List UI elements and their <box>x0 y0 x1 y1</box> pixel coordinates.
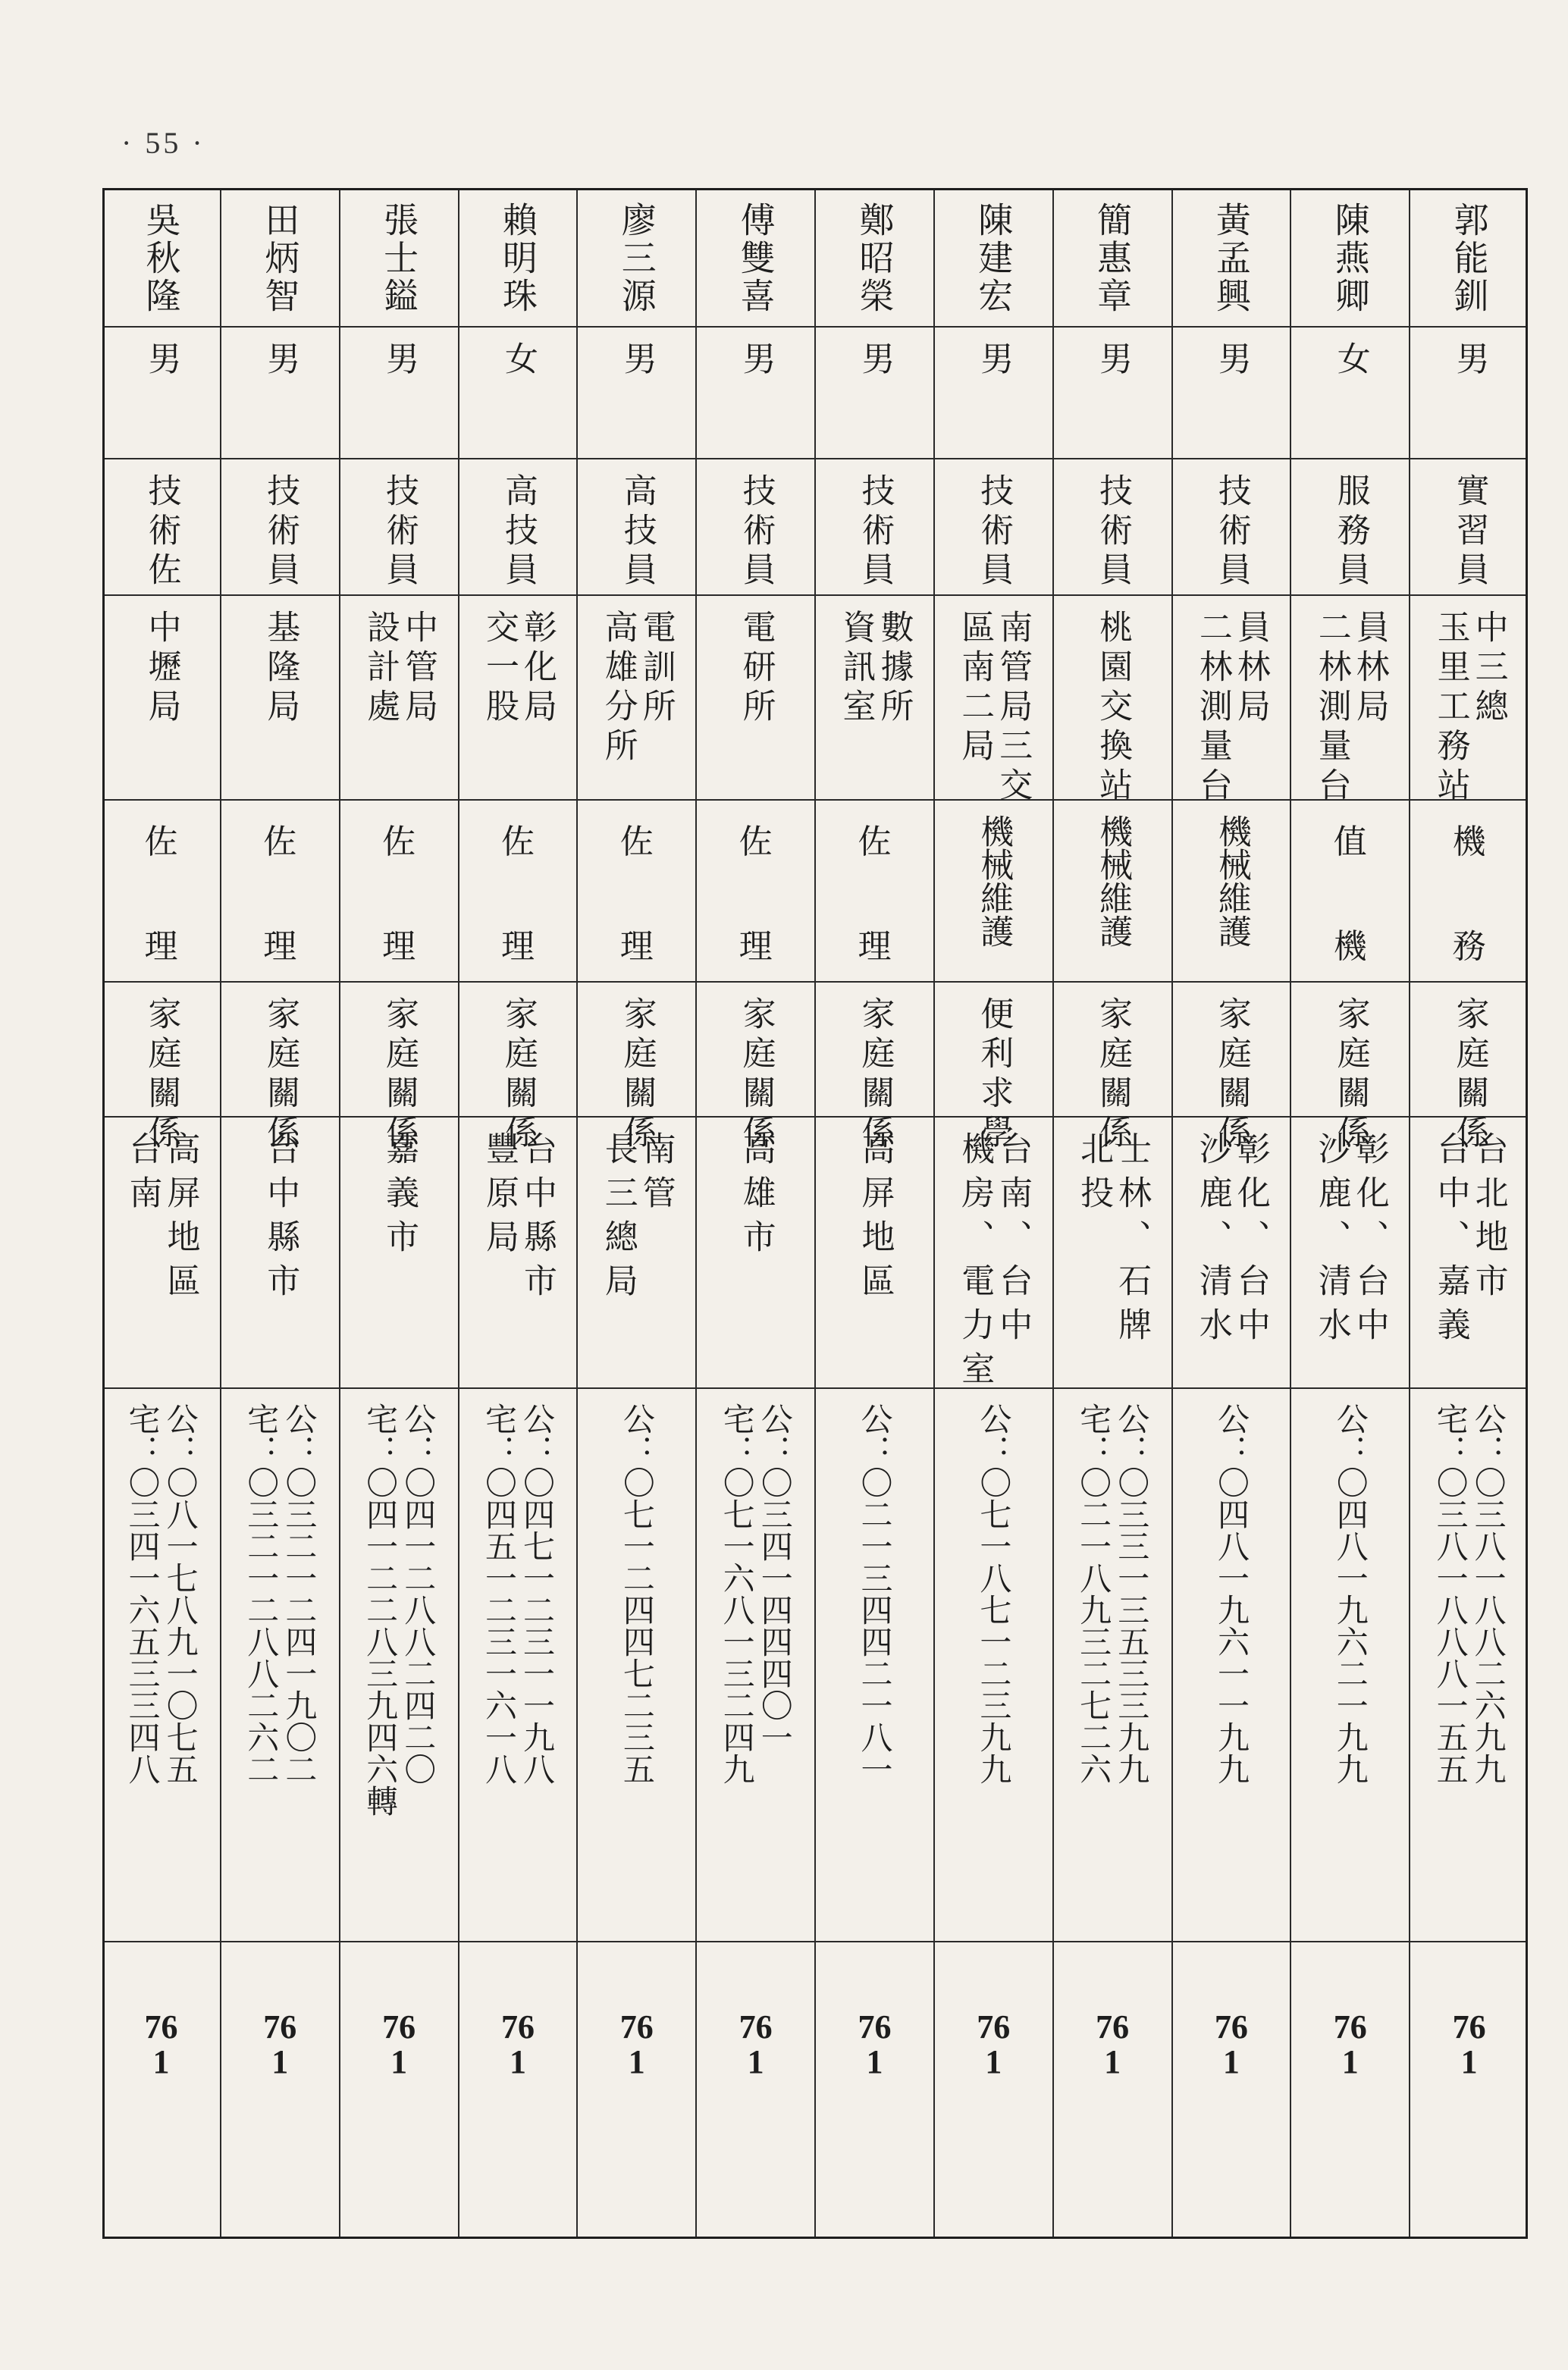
date-cell <box>459 1942 577 2239</box>
duty-text <box>1334 814 1367 967</box>
job-title-cell <box>1291 459 1409 596</box>
desired-location-line: 高屏地區 <box>161 1131 200 1307</box>
duty-cell <box>816 801 933 983</box>
name-cell <box>1410 188 1528 328</box>
duty-cell <box>1291 801 1409 983</box>
desired-location-line: 嘉義市 <box>380 1131 419 1263</box>
table-row <box>458 188 577 2239</box>
sex-cell <box>340 328 458 459</box>
desired-location-cell <box>1054 1118 1171 1389</box>
table-row <box>576 188 695 2239</box>
transfer-reason: 家庭關係 <box>1212 996 1251 1154</box>
unit-line: 員林局 <box>1350 610 1389 728</box>
unit-line: 交一股 <box>479 610 519 728</box>
unit-cell <box>697 596 814 801</box>
sex-cell <box>102 328 220 459</box>
date-value: 1 <box>509 2043 526 2080</box>
duty-char: 機 <box>1452 823 1486 861</box>
sex-cell <box>578 328 695 459</box>
date-value: 76 <box>858 2008 892 2046</box>
phone-number: 公：〇三二一二四一九〇二 <box>281 1403 318 1785</box>
transfer-reason: 家庭關係 <box>855 996 895 1154</box>
unit-line: 設計處 <box>361 610 400 728</box>
date-cell <box>697 1942 814 2239</box>
desired-location-line: 長三總局 <box>598 1131 638 1307</box>
person-name: 郭能釧 <box>1448 202 1490 315</box>
name-cell <box>1054 188 1171 328</box>
date-value: 76 <box>1452 2008 1486 2046</box>
duty-char: 佐 <box>858 823 892 861</box>
reason-cell <box>1173 983 1290 1154</box>
transfer-reason: 便利求學 <box>974 996 1014 1154</box>
unit-line: 高雄分所 <box>598 610 638 767</box>
desired-location-line: 台中縣市 <box>517 1131 557 1307</box>
duty-char: 理 <box>739 927 773 966</box>
unit-line: 區南二局 <box>955 610 995 767</box>
duty-char: 佐 <box>382 823 416 861</box>
duty-char: 理 <box>144 927 178 966</box>
date-cell <box>816 1942 933 2239</box>
sex-cell <box>459 328 577 459</box>
date-value: 76 <box>144 2008 178 2046</box>
phone-cell <box>102 1389 220 1942</box>
table-row <box>814 188 933 2239</box>
sex-value: 男 <box>142 341 181 375</box>
phone-number: 公：〇三三一三五三三九九 <box>1113 1403 1151 1785</box>
duty-char: 理 <box>500 927 535 966</box>
sex-value: 女 <box>1331 341 1370 375</box>
desired-location-cell <box>1291 1118 1409 1389</box>
duty-cell <box>340 801 458 983</box>
date-value: 1 <box>1222 2043 1240 2080</box>
job-title: 高技員 <box>617 473 657 591</box>
duty-cell <box>102 801 220 983</box>
phone-cell <box>1291 1389 1409 1942</box>
job-title: 技術員 <box>261 473 300 591</box>
reason-cell <box>697 983 814 1154</box>
date-value: 1 <box>866 2043 883 2080</box>
table-row <box>1052 188 1171 2239</box>
unit-cell <box>1173 596 1290 807</box>
desired-location-line: 高屏地區 <box>855 1131 895 1307</box>
duty-char: 機 <box>1333 927 1367 966</box>
unit-line: 二林測量台 <box>1312 610 1351 807</box>
phone-cell <box>697 1389 814 1942</box>
job-title: 技術員 <box>1212 473 1251 591</box>
job-title: 技術員 <box>1093 473 1133 591</box>
date-value: 76 <box>500 2008 535 2046</box>
reason-cell <box>578 983 695 1154</box>
unit-cell <box>1291 596 1409 807</box>
job-title: 服務員 <box>1331 473 1370 591</box>
name-cell <box>578 188 695 328</box>
desired-location-cell <box>697 1118 814 1389</box>
person-name: 陳燕卿 <box>1329 202 1371 315</box>
unit-line: 中壢局 <box>142 610 181 728</box>
desired-location-line: 彰化、台中 <box>1350 1131 1389 1351</box>
job-title: 技術員 <box>736 473 776 591</box>
desired-location-line: 台中、嘉義 <box>1431 1131 1470 1351</box>
desired-location-line: 台中縣市 <box>261 1131 300 1307</box>
reason-cell <box>1291 983 1409 1154</box>
duty-char: 理 <box>858 927 892 966</box>
phone-cell <box>578 1389 695 1942</box>
duty-cell <box>1054 801 1171 983</box>
sex-cell <box>935 328 1052 459</box>
person-name: 簡惠章 <box>1092 202 1134 315</box>
duty-cell <box>578 801 695 983</box>
job-title-cell <box>816 459 933 596</box>
desired-location-cell <box>340 1118 458 1389</box>
name-cell <box>221 188 339 328</box>
date-value: 76 <box>263 2008 297 2046</box>
reason-cell <box>935 983 1052 1154</box>
reason-cell <box>221 983 339 1154</box>
job-title: 實習員 <box>1450 473 1489 591</box>
unit-line: 彰化局 <box>517 610 557 728</box>
phone-number: 宅：〇三二一二八八二六二 <box>243 1403 281 1785</box>
unit-line: 桃園交換站 <box>1093 610 1133 807</box>
date-cell <box>1291 1942 1409 2239</box>
sex-value: 男 <box>1212 341 1251 375</box>
name-cell <box>935 188 1052 328</box>
unit-line: 電研所 <box>736 610 776 728</box>
phone-number: 宅：〇三八一八八八一五五 <box>1432 1403 1469 1785</box>
unit-line: 資訊室 <box>836 610 876 728</box>
job-title-cell <box>1410 459 1528 596</box>
transfer-reason: 家庭關係 <box>617 996 657 1154</box>
phone-number: 宅：〇二一八九三二七二六 <box>1075 1403 1113 1785</box>
reason-cell <box>816 983 933 1154</box>
transfer-reason: 家庭關係 <box>498 996 538 1154</box>
duty-text <box>1453 814 1486 967</box>
duty-cell <box>1173 801 1290 983</box>
date-value: 1 <box>1341 2043 1359 2080</box>
unit-cell <box>935 596 1052 807</box>
desired-location-line: 台南 <box>123 1131 162 1219</box>
sex-value: 女 <box>498 341 538 375</box>
sex-cell <box>1410 328 1528 459</box>
job-title-cell <box>1054 459 1171 596</box>
duty-text <box>144 814 177 967</box>
desired-location-line: 南管 <box>636 1131 676 1219</box>
unit-line: 玉里工務站 <box>1431 610 1470 807</box>
sex-cell <box>1173 328 1290 459</box>
duty-char: 佐 <box>144 823 178 861</box>
date-value: 1 <box>628 2043 645 2080</box>
date-cell <box>1410 1942 1528 2239</box>
person-name: 張士鎰 <box>378 202 420 315</box>
sex-cell <box>697 328 814 459</box>
date-cell <box>935 1942 1052 2239</box>
job-title: 技術佐 <box>142 473 181 591</box>
date-value: 1 <box>985 2043 1002 2080</box>
date-value: 1 <box>152 2043 170 2080</box>
sex-value: 男 <box>1093 341 1133 375</box>
name-cell <box>697 188 814 328</box>
desired-location-line: 彰化、台中 <box>1231 1131 1270 1351</box>
job-title-cell <box>221 459 339 596</box>
phone-number: 公：〇八一七八九一〇七五 <box>162 1403 199 1785</box>
date-value: 76 <box>1096 2008 1130 2046</box>
duty-char: 理 <box>382 927 416 966</box>
phone-cell <box>340 1389 458 1942</box>
reason-cell <box>1054 983 1171 1154</box>
date-value: 76 <box>382 2008 416 2046</box>
table-row <box>1409 188 1528 2239</box>
duty-char: 佐 <box>619 823 654 861</box>
date-value: 76 <box>619 2008 654 2046</box>
date-cell <box>578 1942 695 2239</box>
phone-number: 公：〇二一三四四二一八一 <box>856 1403 894 1785</box>
duty-text: 機械維護 <box>1093 814 1133 948</box>
unit-line: 基隆局 <box>261 610 300 728</box>
reason-cell <box>459 983 577 1154</box>
phone-number: 公：〇七一二四四七二三五 <box>618 1403 656 1785</box>
transfer-reason: 家庭關係 <box>261 996 300 1154</box>
phone-number: 宅：〇四一二二八三九四六轉 <box>362 1403 400 1817</box>
sex-cell <box>1054 328 1171 459</box>
desired-location-line: 北投 <box>1074 1131 1114 1219</box>
desired-location-cell <box>102 1118 220 1389</box>
sex-value: 男 <box>974 341 1014 375</box>
duty-cell <box>221 801 339 983</box>
unit-line: 中管局 <box>399 610 438 728</box>
job-title: 技術員 <box>974 473 1014 591</box>
table-row <box>1171 188 1290 2239</box>
person-name: 黃孟興 <box>1210 202 1252 315</box>
duty-char: 務 <box>1452 927 1486 966</box>
desired-location-line: 機房、電力室 <box>955 1131 995 1395</box>
phone-cell <box>1054 1389 1171 1942</box>
duty-char: 佐 <box>739 823 773 861</box>
duty-text <box>739 814 773 967</box>
job-title-cell <box>935 459 1052 596</box>
phone-number: 公：〇七一八七一二三九九 <box>975 1403 1013 1785</box>
desired-location-cell <box>459 1118 577 1389</box>
reason-cell <box>340 983 458 1154</box>
unit-line: 電訓所 <box>636 610 676 728</box>
desired-location-line: 沙鹿、清水 <box>1312 1131 1351 1351</box>
unit-cell <box>221 596 339 801</box>
duty-text: 機械維護 <box>974 814 1014 948</box>
reason-cell <box>102 983 220 1154</box>
date-cell <box>1054 1942 1171 2239</box>
phone-cell <box>1173 1389 1290 1942</box>
unit-line: 數據所 <box>874 610 914 728</box>
duty-cell <box>697 801 814 983</box>
phone-number: 公：〇四一二八八二四二〇 <box>400 1403 437 1785</box>
name-cell <box>1173 188 1290 328</box>
duty-char: 佐 <box>263 823 297 861</box>
person-name: 賴明珠 <box>497 202 538 315</box>
sex-cell <box>221 328 339 459</box>
job-title-cell <box>459 459 577 596</box>
sex-cell <box>816 328 933 459</box>
phone-cell <box>1410 1389 1528 1942</box>
sex-value: 男 <box>736 341 776 375</box>
unit-cell <box>1054 596 1171 807</box>
sex-value: 男 <box>261 341 300 375</box>
date-value: 1 <box>1460 2043 1478 2080</box>
unit-cell <box>459 596 577 801</box>
unit-line: 員林局 <box>1231 610 1270 728</box>
desired-location-cell <box>1173 1118 1290 1389</box>
date-value: 1 <box>271 2043 289 2080</box>
unit-cell <box>1410 596 1528 807</box>
duty-char: 理 <box>619 927 654 966</box>
phone-number: 公：〇四七一二三一一九八 <box>519 1403 557 1785</box>
date-value: 1 <box>747 2043 764 2080</box>
desired-location-cell <box>1410 1118 1528 1389</box>
person-name: 傅雙喜 <box>735 202 776 315</box>
sex-value: 男 <box>1450 341 1489 375</box>
unit-cell <box>578 596 695 801</box>
job-title: 技術員 <box>855 473 895 591</box>
table-row <box>339 188 458 2239</box>
desired-location-cell <box>578 1118 695 1389</box>
date-value: 1 <box>1104 2043 1121 2080</box>
sex-value: 男 <box>380 341 419 375</box>
phone-number: 公：〇四八一九六一一九九 <box>1212 1403 1250 1785</box>
date-value: 76 <box>1214 2008 1248 2046</box>
table-row <box>1290 188 1409 2239</box>
person-name: 廖三源 <box>616 202 657 315</box>
job-title: 高技員 <box>498 473 538 591</box>
unit-cell <box>340 596 458 801</box>
job-title-cell <box>1173 459 1290 596</box>
desired-location-line: 台南、台中 <box>993 1131 1033 1351</box>
name-cell <box>102 188 220 328</box>
transfer-reason: 家庭關係 <box>1450 996 1489 1154</box>
date-cell <box>102 1942 220 2239</box>
job-title-cell <box>578 459 695 596</box>
duty-cell <box>1410 801 1528 983</box>
date-value: 1 <box>390 2043 408 2080</box>
desired-location-line: 沙鹿、清水 <box>1193 1131 1232 1351</box>
phone-number: 公：〇三四一四四四〇一 <box>756 1403 794 1753</box>
duty-text <box>858 814 891 967</box>
date-value: 76 <box>1333 2008 1367 2046</box>
name-cell <box>816 188 933 328</box>
phone-cell <box>816 1389 933 1942</box>
duty-text <box>501 814 535 967</box>
phone-number: 宅：〇四五一二三一六一八 <box>480 1403 518 1785</box>
desired-location-line: 士林、石牌 <box>1112 1131 1152 1351</box>
duty-char: 佐 <box>500 823 535 861</box>
desired-location-cell <box>221 1118 339 1389</box>
sex-value: 男 <box>855 341 895 375</box>
date-cell <box>221 1942 339 2239</box>
table-row <box>933 188 1052 2239</box>
transfer-request-table <box>102 188 1528 2239</box>
duty-char: 值 <box>1333 823 1367 861</box>
phone-number: 宅：〇七一六八一三二四九 <box>718 1403 756 1785</box>
phone-cell <box>935 1389 1052 1942</box>
phone-number: 宅：〇三四一六五三三四八 <box>124 1403 162 1785</box>
phone-cell <box>459 1389 577 1942</box>
transfer-reason: 家庭關係 <box>1331 996 1370 1154</box>
table-row <box>220 188 339 2239</box>
duty-cell <box>459 801 577 983</box>
duty-text <box>382 814 416 967</box>
reason-cell <box>1410 983 1528 1154</box>
unit-line: 中三總 <box>1469 610 1508 728</box>
person-name: 鄭昭榮 <box>854 202 895 315</box>
desired-location-line: 豐原局 <box>479 1131 519 1263</box>
unit-line: 二林測量台 <box>1193 610 1232 807</box>
job-title: 技術員 <box>380 473 419 591</box>
person-name: 田炳智 <box>259 202 301 315</box>
table-row <box>102 188 220 2239</box>
date-value: 76 <box>977 2008 1011 2046</box>
duty-cell <box>935 801 1052 983</box>
table-row <box>695 188 814 2239</box>
transfer-reason: 家庭關係 <box>1093 996 1133 1154</box>
page-number: · 55 · <box>121 126 205 160</box>
duty-text <box>620 814 654 967</box>
person-name: 吳秋隆 <box>140 202 182 315</box>
duty-text <box>263 814 296 967</box>
sex-value: 男 <box>617 341 657 375</box>
transfer-reason: 家庭關係 <box>142 996 181 1154</box>
transfer-reason: 家庭關係 <box>736 996 776 1154</box>
duty-char: 理 <box>263 927 297 966</box>
unit-cell <box>816 596 933 801</box>
unit-cell <box>102 596 220 801</box>
duty-text: 機械維護 <box>1212 814 1251 948</box>
desired-location-line: 台北地市 <box>1469 1131 1508 1307</box>
phone-number: 公：〇四八一九六二一九九 <box>1331 1403 1369 1785</box>
desired-location-cell <box>816 1118 933 1389</box>
person-name: 陳建宏 <box>973 202 1014 315</box>
phone-number: 公：〇三八一八八二六九九 <box>1469 1403 1507 1785</box>
date-value: 76 <box>739 2008 773 2046</box>
desired-location-cell <box>935 1118 1052 1395</box>
name-cell <box>340 188 458 328</box>
name-cell <box>459 188 577 328</box>
desired-location-line: 高雄市 <box>736 1131 776 1263</box>
date-cell <box>1173 1942 1290 2239</box>
sex-cell <box>1291 328 1409 459</box>
job-title-cell <box>102 459 220 596</box>
phone-cell <box>221 1389 339 1942</box>
transfer-reason: 家庭關係 <box>380 996 419 1154</box>
name-cell <box>1291 188 1409 328</box>
transfer-request-table-frame <box>102 188 1528 2239</box>
unit-line: 南管局三交 <box>993 610 1033 807</box>
job-title-cell <box>340 459 458 596</box>
job-title-cell <box>697 459 814 596</box>
date-cell <box>340 1942 458 2239</box>
